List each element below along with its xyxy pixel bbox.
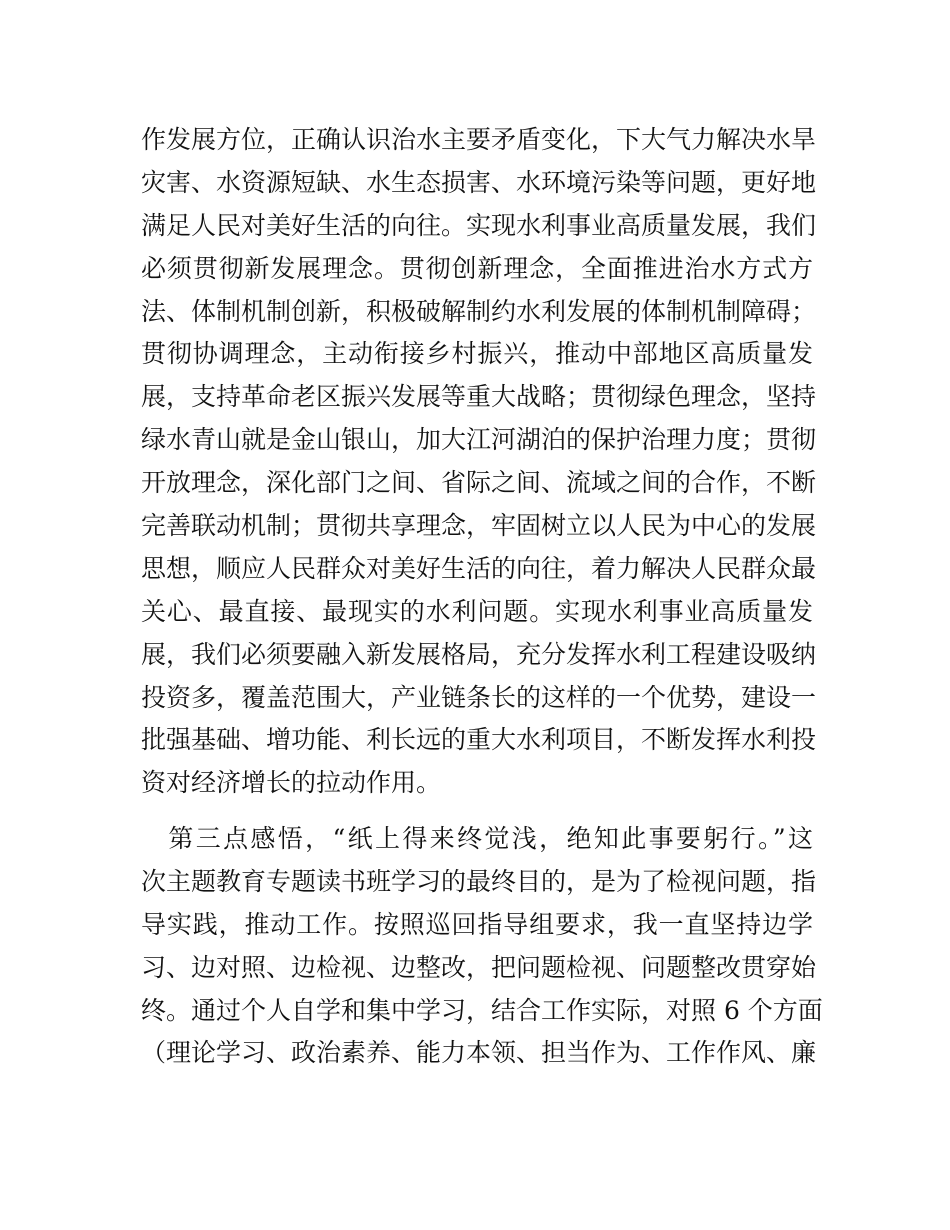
paragraph-1 [141,119,817,805]
paragraph-line: 法、体制机制创新，积极破解制约水利发展的体制机制障碍； [141,296,817,326]
paragraph-line: 批强基础、增功能、利长远的重大水利项目，不断发挥水利投 [141,725,817,755]
paragraph-2 [141,818,823,1075]
paragraph-line: 灾害、水资源短缺、水生态损害、水环境污染等问题，更好地 [141,167,817,197]
paragraph-line: 第三点感悟，“纸上得来终觉浅，绝知此事要躬行。”这 [141,824,813,853]
paragraph-line: 投资多，覆盖范围大，产业链条长的这样的一个优势，建设一 [141,682,817,712]
paragraph-line: 次主题教育专题读书班学习的最终目的，是为了检视问题，指 [141,866,817,896]
paragraph-line: 开放理念，深化部门之间、省际之间、流域之间的合作，不断 [141,468,817,498]
paragraph-line: 展，支持革命老区振兴发展等重大战略；贯彻绿色理念，坚持 [141,382,817,412]
paragraph-line: 导实践，推动工作。按照巡回指导组要求，我一直坚持边学 [141,909,813,939]
paragraph-line: 关心、最直接、最现实的水利问题。实现水利事业高质量发 [141,596,813,626]
paragraph-line: 思想，顺应人民群众对美好生活的向往，着力解决人民群众最 [141,553,817,583]
paragraph-line: 终。通过个人自学和集中学习，结合工作实际，对照 6 个方面 [141,995,823,1025]
paragraph-line: 满足人民对美好生活的向往。实现水利事业高质量发展，我们 [141,210,817,240]
paragraph-line: 习、边对照、边检视、边整改，把问题检视、问题整改贯穿始 [141,952,817,982]
paragraph-line: 展，我们必须要融入新发展格局，充分发挥水利工程建设吸纳 [141,639,817,669]
paragraph-line: 贯彻协调理念，主动衔接乡村振兴，推动中部地区高质量发 [141,339,813,369]
paragraph-line: 资对经济增长的拉动作用。 [141,768,442,798]
paragraph-line: （理论学习、政治素养、能力本领、担当作为、工作作风、廉 [141,1038,817,1068]
paragraph-line: 完善联动机制；贯彻共享理念，牢固树立以人民为中心的发展 [141,511,817,541]
paragraph-line: 作发展方位，正确认识治水主要矛盾变化，下大气力解决水旱 [141,125,817,154]
paragraph-line: 必须贯彻新发展理念。贯彻创新理念，全面推进治水方式方 [141,253,813,283]
paragraph-line: 绿水青山就是金山银山，加大江河湖泊的保护治理力度；贯彻 [141,425,817,455]
